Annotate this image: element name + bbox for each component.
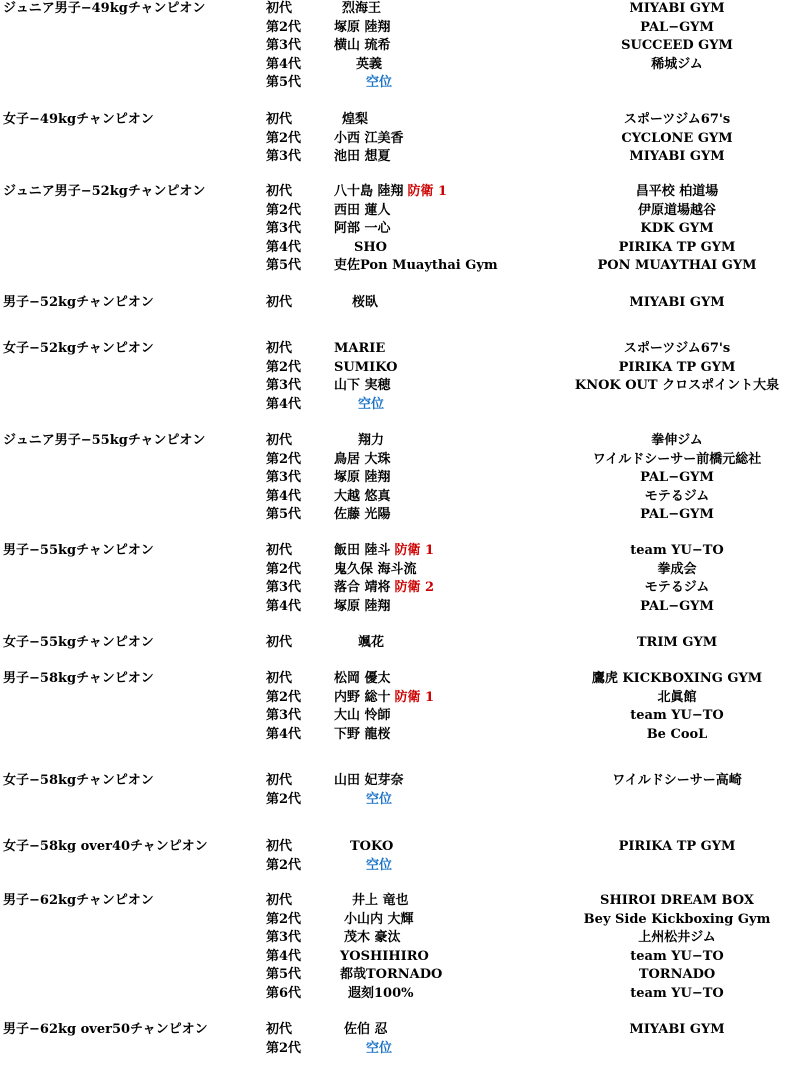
champion-name (334, 488, 391, 507)
gym-name: 拳成会 (657, 561, 697, 577)
champion-name (334, 359, 397, 378)
gym-name: 北眞館 (657, 689, 697, 705)
champion-row (0, 857, 798, 876)
champion-row (0, 948, 798, 967)
generation-label: 第2代 (266, 359, 302, 375)
gym-name: PAL−GYM (640, 470, 714, 485)
category-title: 女子−58kgチャンピオン (3, 773, 154, 788)
name-text: 鳥居 大珠 (334, 451, 391, 467)
name-text: TOKO (350, 839, 394, 854)
vacant-label (366, 791, 392, 810)
category-title: 女子−58kg over40チャンピオン (3, 839, 208, 854)
name-text: 烈海王 (342, 1, 382, 16)
name-text: MARIE (334, 341, 386, 356)
name-text: 空位 (366, 857, 393, 873)
generation-label: 第4代 (266, 56, 302, 72)
generation-label: 初代 (266, 341, 293, 356)
category-title: ジュニア男子−52kgチャンピオン (3, 184, 206, 199)
gym-name: MIYABI GYM (629, 1, 725, 16)
champion-row (0, 579, 798, 598)
generation-label: 第4代 (266, 948, 302, 964)
champion-row (0, 506, 798, 525)
name-text: 井上 竜也 (352, 893, 409, 908)
generation-label: 第5代 (266, 258, 302, 273)
gym-name: スポーツジム67's (623, 341, 731, 356)
generation-label: 初代 (266, 1022, 293, 1037)
champion-name (334, 37, 391, 56)
champion-name (334, 670, 391, 689)
champion-row (0, 148, 798, 167)
gym-name: team YU−TO (630, 543, 724, 558)
champion-name (334, 598, 391, 617)
gym-name: TORNADO (638, 967, 716, 982)
name-text: 八十島 陸翔 (334, 184, 404, 199)
category-title: 男子−62kg over50チャンピオン (3, 1022, 208, 1037)
champion-row (0, 183, 798, 202)
generation-label: 第3代 (266, 708, 302, 723)
champion-name (334, 130, 404, 149)
gym-name: PAL−GYM (640, 598, 714, 614)
champion-row (0, 432, 798, 451)
name-text: 横山 琉希 (334, 38, 391, 53)
vacant-label (358, 396, 384, 415)
champion-row (0, 488, 798, 507)
champion-row (0, 202, 798, 221)
gym-name: PIRIKA TP GYM (618, 839, 736, 854)
name-text: 塚原 陸翔 (334, 598, 391, 614)
vacant-label (366, 1040, 392, 1059)
champion-name (334, 772, 404, 791)
champion-name (334, 726, 391, 745)
generation-label: 第5代 (266, 75, 302, 90)
defense-count: 防衛 1 (407, 184, 448, 199)
name-text: 大越 悠真 (334, 488, 391, 504)
champion-name (334, 257, 498, 276)
gym-name: SHIROI DREAM BOX (600, 893, 754, 908)
generation-label: 初代 (266, 635, 293, 650)
champion-row (0, 239, 798, 258)
champion-row (0, 1040, 798, 1059)
generation-label: 初代 (266, 773, 293, 788)
generation-label: 第3代 (266, 378, 302, 393)
champion-name (344, 911, 414, 930)
champion-row (0, 892, 798, 911)
name-text: 都哉TORNADO (340, 967, 443, 982)
name-text: 阿部 一心 (334, 221, 391, 236)
gym-name: PIRIKA TP GYM (618, 359, 736, 375)
champion-row (0, 130, 798, 149)
name-text: 落合 靖将 (334, 580, 391, 595)
champion-row (0, 111, 798, 130)
gym-name: PON MUAYTHAI GYM (597, 258, 757, 273)
generation-label: 第3代 (266, 221, 302, 236)
name-text: 大山 怜師 (334, 708, 391, 723)
defense-count: 防衛 1 (394, 543, 435, 558)
name-text: 遐刻100% (348, 985, 414, 1001)
generation-label: 第2代 (266, 689, 302, 705)
champion-name (334, 579, 434, 598)
name-text: 佐伯 忍 (344, 1022, 388, 1037)
name-text: 空位 (366, 75, 393, 90)
name-text: 煌梨 (342, 112, 369, 127)
gym-name: KDK GYM (640, 221, 714, 236)
gym-name: MIYABI GYM (629, 295, 725, 310)
champion-name (350, 838, 393, 857)
champion-row (0, 377, 798, 396)
champion-name (334, 183, 447, 202)
generation-label: 初代 (266, 1, 293, 16)
generation-label: 第4代 (266, 396, 302, 412)
generation-label: 第3代 (266, 149, 302, 164)
champion-row (0, 451, 798, 470)
generation-label: 初代 (266, 893, 293, 908)
name-text: 塚原 陸翔 (334, 470, 391, 485)
generation-label: 第3代 (266, 930, 302, 945)
generation-label: 初代 (266, 543, 293, 558)
champion-row (0, 542, 798, 561)
name-text: SHO (354, 239, 387, 255)
champion-name (358, 634, 384, 653)
champion-row (0, 791, 798, 810)
gym-name: team YU−TO (630, 708, 724, 723)
champion-row (0, 985, 798, 1004)
generation-label: 第2代 (266, 791, 302, 807)
gym-name: team YU−TO (630, 948, 724, 964)
generation-label: 初代 (266, 671, 293, 686)
category-title: 男子−62kgチャンピオン (3, 893, 154, 908)
generation-label: 第3代 (266, 38, 302, 53)
champion-row (0, 19, 798, 38)
generation-label: 第3代 (266, 580, 302, 595)
generation-label: 第3代 (266, 470, 302, 485)
gym-name: KNOK OUT クロスポイント大泉 (574, 378, 780, 393)
gym-name: 伊原道場越谷 (637, 202, 717, 218)
category-title: ジュニア男子−49kgチャンピオン (3, 1, 206, 16)
champion-name (342, 0, 381, 19)
champion-row (0, 396, 798, 415)
gym-name: モテるジム (644, 488, 710, 504)
champion-name (334, 506, 391, 525)
name-text: 茂木 豪汰 (344, 930, 401, 945)
gym-name: ワイルドシーサー高崎 (612, 773, 742, 788)
vacant-label (366, 857, 392, 876)
champion-row (0, 340, 798, 359)
generation-label: 第4代 (266, 598, 302, 614)
gym-name: TRIM GYM (636, 635, 718, 650)
champion-name (334, 707, 391, 726)
gym-name: MIYABI GYM (629, 1022, 725, 1037)
name-text: 小西 江美香 (334, 130, 404, 146)
champion-name (334, 689, 434, 708)
generation-label: 第5代 (266, 967, 302, 982)
name-text: 内野 総十 (334, 689, 391, 705)
name-text: 空位 (366, 791, 393, 807)
champion-row (0, 929, 798, 948)
champion-name (340, 948, 429, 967)
defense-count: 防衛 2 (394, 580, 435, 595)
gym-name: team YU−TO (630, 985, 724, 1001)
champion-name (356, 56, 382, 75)
name-text: 山田 妃芽奈 (334, 773, 404, 788)
name-text: 池田 想夏 (334, 149, 391, 164)
name-text: 西田 蓮人 (334, 202, 391, 218)
generation-label: 初代 (266, 433, 293, 448)
champion-row (0, 966, 798, 985)
champion-name (334, 469, 391, 488)
name-text: 翔力 (358, 433, 385, 448)
category-title: 男子−55kgチャンピオン (3, 543, 154, 558)
category-title: 男子−58kgチャンピオン (3, 671, 154, 686)
champion-row (0, 0, 798, 19)
champion-name (334, 148, 391, 167)
category-title: 女子−49kgチャンピオン (3, 112, 154, 127)
gym-name: 稀城ジム (651, 56, 703, 72)
name-text: 下野 龍桜 (334, 726, 391, 742)
gym-name: モテるジム (644, 580, 710, 595)
champion-row (0, 561, 798, 580)
champion-name (344, 1021, 388, 1040)
name-text: 松岡 優太 (334, 671, 391, 686)
champion-name (334, 202, 391, 221)
gym-name: CYCLONE GYM (621, 130, 733, 146)
champion-name (342, 111, 368, 130)
champion-name (354, 239, 387, 258)
champion-name (334, 377, 391, 396)
category-title: 女子−55kgチャンピオン (3, 635, 154, 650)
champion-row (0, 634, 798, 653)
gym-name: Bey Side Kickboxing Gym (583, 911, 771, 927)
generation-label: 第4代 (266, 488, 302, 504)
champion-name (334, 561, 417, 580)
champion-row (0, 294, 798, 313)
generation-label: 初代 (266, 112, 293, 127)
generation-label: 初代 (266, 839, 293, 854)
champion-row (0, 37, 798, 56)
gym-name: PIRIKA TP GYM (618, 239, 736, 255)
champion-name (334, 19, 391, 38)
name-text: 吏佐Pon Muaythai Gym (334, 258, 498, 273)
champion-row (0, 56, 798, 75)
generation-label: 第2代 (266, 857, 302, 873)
champion-name (340, 966, 442, 985)
champion-name (334, 220, 391, 239)
name-text: 空位 (366, 1040, 393, 1056)
champion-row (0, 359, 798, 378)
name-text: YOSHIHIRO (340, 948, 429, 964)
generation-label: 第6代 (266, 985, 302, 1001)
category-title: 女子−52kgチャンピオン (3, 341, 154, 356)
generation-label: 第2代 (266, 911, 302, 927)
name-text: 空位 (358, 396, 385, 412)
generation-label: 第2代 (266, 19, 302, 35)
champion-row (0, 74, 798, 93)
gym-name: SUCCEED GYM (621, 38, 733, 53)
generation-label: 第4代 (266, 726, 302, 742)
champion-row (0, 220, 798, 239)
name-text: 山下 実穂 (334, 378, 391, 393)
gym-name: PAL−GYM (640, 19, 714, 35)
gym-name: ワイルドシーサー前橋元総社 (592, 451, 762, 467)
champion-row (0, 707, 798, 726)
champion-name (344, 929, 401, 948)
champion-row (0, 670, 798, 689)
generation-label: 第2代 (266, 561, 302, 577)
defense-count: 防衛 1 (394, 689, 435, 705)
champion-row (0, 726, 798, 745)
category-title: 男子−52kgチャンピオン (3, 295, 154, 310)
champion-row (0, 257, 798, 276)
generation-label: 第2代 (266, 202, 302, 218)
champion-row (0, 911, 798, 930)
category-title: ジュニア男子−55kgチャンピオン (3, 433, 206, 448)
vacant-label (366, 74, 392, 93)
gym-name: MIYABI GYM (629, 149, 725, 164)
champion-row (0, 838, 798, 857)
name-text: SUMIKO (334, 359, 398, 375)
name-text: 小山内 大輝 (344, 911, 414, 927)
champion-name (334, 542, 434, 561)
name-text: 英義 (356, 56, 383, 72)
gym-name: 鷹虎 KICKBOXING GYM (591, 671, 763, 686)
champion-row (0, 1021, 798, 1040)
gym-name: 拳伸ジム (651, 433, 703, 448)
champion-name (348, 985, 414, 1004)
generation-label: 初代 (266, 295, 293, 310)
name-text: 鬼久保 海斗流 (334, 561, 417, 577)
champion-name (358, 432, 384, 451)
gym-name: 上州松井ジム (638, 930, 716, 945)
gym-name: 昌平校 柏道場 (635, 184, 719, 199)
champion-row (0, 598, 798, 617)
gym-name: Be CooL (646, 726, 708, 742)
name-text: 桜臥 (352, 295, 379, 310)
generation-label: 第2代 (266, 1040, 302, 1056)
name-text: 塚原 陸翔 (334, 19, 391, 35)
champion-row (0, 689, 798, 708)
champion-row (0, 772, 798, 791)
name-text: 佐藤 光陽 (334, 507, 391, 522)
champion-row (0, 469, 798, 488)
champion-name (352, 294, 378, 313)
generation-label: 第4代 (266, 239, 302, 255)
gym-name: PAL−GYM (640, 507, 714, 522)
name-text: 飯田 陸斗 (334, 543, 391, 558)
name-text: 颯花 (358, 635, 385, 650)
generation-label: 第5代 (266, 507, 302, 522)
champion-name (334, 340, 385, 359)
champion-name (334, 451, 391, 470)
gym-name: スポーツジム67's (623, 112, 731, 127)
generation-label: 第2代 (266, 130, 302, 146)
generation-label: 初代 (266, 184, 293, 199)
champion-name (352, 892, 409, 911)
generation-label: 第2代 (266, 451, 302, 467)
